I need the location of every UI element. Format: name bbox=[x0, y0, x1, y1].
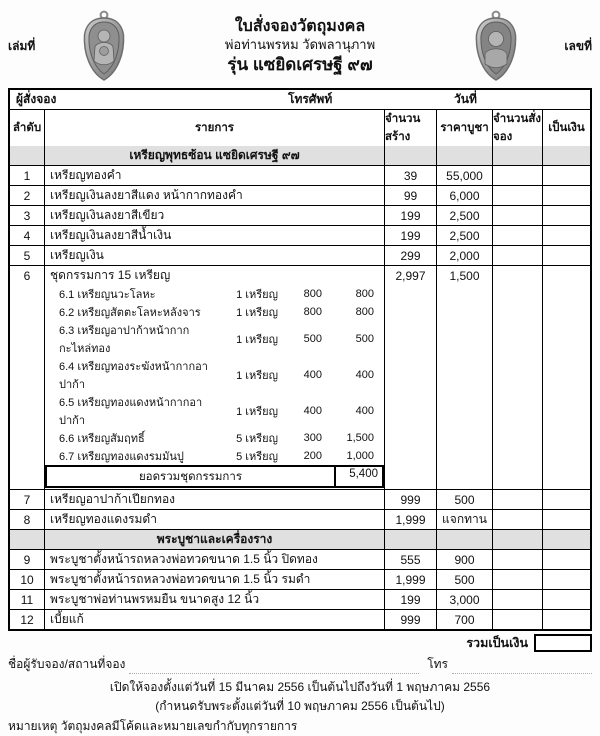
amount-field[interactable] bbox=[542, 589, 590, 609]
subitem-detail bbox=[44, 321, 384, 357]
subitem-unit-price: 400 bbox=[303, 405, 322, 417]
table-row-item-9 bbox=[10, 549, 590, 569]
amount-field[interactable] bbox=[542, 509, 590, 529]
item-index: 9 bbox=[10, 549, 44, 569]
amulet-medallion-right-image bbox=[470, 9, 522, 83]
item-name: พระบูชาตั้งหน้ารถหลวงพ่อทวดขนาด 1.5 นิ้ว รมดำ bbox=[44, 569, 384, 589]
subitem-unit-price: 200 bbox=[303, 450, 322, 462]
section-index-cell bbox=[10, 146, 44, 165]
col-header-item: รายการ bbox=[44, 109, 384, 146]
customer-name-field[interactable]: ผู้สั่งจอง bbox=[16, 92, 57, 106]
item-made-count: 2,997 bbox=[384, 265, 436, 285]
subitem-price-cell bbox=[436, 285, 492, 303]
order-qty-field[interactable] bbox=[492, 509, 542, 529]
subitem-made-cell bbox=[384, 429, 436, 447]
item-made-count: 99 bbox=[384, 185, 436, 205]
subitem-made-cell bbox=[384, 321, 436, 357]
receiver-row bbox=[8, 658, 592, 674]
amulet-medallion-left-image bbox=[78, 9, 130, 83]
grand-total-field[interactable] bbox=[534, 634, 592, 652]
item-index: 1 bbox=[10, 165, 44, 185]
item-name: เหรียญเงินลงยาสีเขียว bbox=[44, 205, 384, 225]
section-price-cell bbox=[436, 146, 492, 165]
amount-field[interactable] bbox=[542, 549, 590, 569]
item-made-count: 1,999 bbox=[384, 569, 436, 589]
item-made-count: 299 bbox=[384, 245, 436, 265]
subitem-index-cell bbox=[10, 321, 44, 357]
subitem-qty: 5 เหรียญ bbox=[236, 433, 278, 445]
item-name: เหรียญเงินลงยาสีน้ำเงิน bbox=[44, 225, 384, 245]
section-made-cell bbox=[384, 146, 436, 165]
subitem-detail bbox=[44, 357, 384, 393]
subitem-detail bbox=[44, 285, 384, 303]
table-row-item-1 bbox=[10, 165, 590, 185]
subitem-amount-cell bbox=[542, 429, 590, 447]
amount-field[interactable] bbox=[542, 609, 590, 629]
booking-period-note: เปิดให้จองตั้งแต่วันที่ 15 มีนาคม 2556 เป็นต้นไปถึงวันที่ 1 พฤษภาคม 2556 bbox=[109, 680, 491, 694]
amount-field[interactable] bbox=[542, 185, 590, 205]
grand-total-row bbox=[8, 633, 592, 653]
item-index: 12 bbox=[10, 609, 44, 629]
subitem-price-cell bbox=[436, 393, 492, 429]
amount-field[interactable] bbox=[542, 165, 590, 185]
form-subtitle: พ่อท่านพรหม วัดพลานุภาพ bbox=[224, 37, 376, 53]
item-price: 2,500 bbox=[436, 225, 492, 245]
subitem-made-cell bbox=[384, 303, 436, 321]
subtotal-order-qty-cell bbox=[492, 465, 542, 489]
table-row-subitem-9 bbox=[10, 321, 590, 357]
subitem-made-cell bbox=[384, 393, 436, 429]
item-made-count: 999 bbox=[384, 489, 436, 509]
subitem-amount-cell bbox=[542, 447, 590, 465]
order-table-body bbox=[10, 146, 590, 629]
section-title: เหรียญพุทธซ้อน แซยิดเศรษฐี ๙๗ bbox=[44, 146, 384, 165]
order-qty-field[interactable] bbox=[492, 569, 542, 589]
subtotal-index-cell bbox=[10, 465, 44, 489]
subitem-price-cell bbox=[436, 321, 492, 357]
amount-field[interactable] bbox=[542, 225, 590, 245]
subitem-unit-price: 300 bbox=[303, 432, 322, 444]
subitem-index-cell bbox=[10, 285, 44, 303]
order-qty-field[interactable] bbox=[492, 609, 542, 629]
subitem-order-qty-cell bbox=[492, 285, 542, 303]
item-price: 3,000 bbox=[436, 589, 492, 609]
item-made-count: 199 bbox=[384, 225, 436, 245]
section-order-qty-cell bbox=[492, 146, 542, 165]
order-qty-field[interactable] bbox=[492, 185, 542, 205]
subitem-order-qty-cell bbox=[492, 447, 542, 465]
committee-set-subtotal bbox=[44, 465, 384, 489]
form-title-block bbox=[130, 17, 470, 75]
subitem-name: 6.1 เหรียญนวะโลหะ bbox=[59, 289, 156, 301]
item-price: 700 bbox=[436, 609, 492, 629]
form-edition-title: รุ่น แซยิดเศรษฐี ๙๗ bbox=[227, 54, 373, 74]
order-qty-field[interactable] bbox=[492, 205, 542, 225]
section-amount-cell bbox=[542, 529, 590, 549]
subitem-amount: 800 bbox=[355, 288, 374, 300]
item-index: 11 bbox=[10, 589, 44, 609]
subitem-index-cell bbox=[10, 429, 44, 447]
table-row-section-0 bbox=[10, 146, 590, 165]
item-price: 6,000 bbox=[436, 185, 492, 205]
table-row-subitem-7 bbox=[10, 285, 590, 303]
table-row-item-5 bbox=[10, 245, 590, 265]
book-number-label[interactable]: เล่มที่ bbox=[8, 38, 36, 53]
subitem-amount-cell bbox=[542, 393, 590, 429]
subitem-name: 6.2 เหรียญสัตตะโลหะหลังจาร bbox=[59, 307, 201, 319]
subitem-detail bbox=[44, 447, 384, 465]
amount-field[interactable] bbox=[542, 205, 590, 225]
subitem-detail bbox=[44, 429, 384, 447]
table-header-row bbox=[10, 109, 590, 146]
subitem-made-cell bbox=[384, 447, 436, 465]
subtotal-label: ยอดรวมชุดกรรมการ bbox=[138, 471, 243, 483]
order-info-row bbox=[10, 90, 590, 109]
table-row-subitem-13 bbox=[10, 447, 590, 465]
subitem-order-qty-cell bbox=[492, 357, 542, 393]
pickup-note: (กำหนดรับพระตั้งแต่วันที่ 10 พฤษภาคม 2556 เป็นต้นไป) bbox=[155, 698, 445, 713]
table-row-subitem-8 bbox=[10, 303, 590, 321]
table-row-subitem-11 bbox=[10, 393, 590, 429]
table-row-item-6 bbox=[10, 265, 590, 285]
table-row-section-17 bbox=[10, 529, 590, 549]
item-name: เหรียญเงิน bbox=[44, 245, 384, 265]
table-row-item-2 bbox=[10, 185, 590, 205]
item-name: ชุดกรรมการ 15 เหรียญ bbox=[44, 265, 384, 285]
item-made-count: 199 bbox=[384, 589, 436, 609]
item-price: 55,000 bbox=[436, 165, 492, 185]
table-row-item-8 bbox=[10, 509, 590, 529]
subitem-index-cell bbox=[10, 357, 44, 393]
subitem-order-qty-cell bbox=[492, 303, 542, 321]
item-name: เหรียญทองแดงรมดำ bbox=[44, 509, 384, 529]
item-name: เบี้ยแก้ bbox=[44, 609, 384, 629]
date-field[interactable]: วันที่ bbox=[454, 92, 477, 106]
subitem-amount: 1,500 bbox=[346, 432, 374, 444]
subitem-made-cell bbox=[384, 357, 436, 393]
subitem-index-cell bbox=[10, 303, 44, 321]
item-price: แจกทาน bbox=[436, 509, 492, 529]
subitem-unit-price: 800 bbox=[303, 288, 322, 300]
section-title: พระบูชาและเครื่องราง bbox=[44, 529, 384, 549]
item-index: 2 bbox=[10, 185, 44, 205]
order-qty-field[interactable] bbox=[492, 165, 542, 185]
subtotal-amount: 5,400 bbox=[334, 467, 382, 486]
order-qty-field[interactable] bbox=[492, 245, 542, 265]
subitem-price-cell bbox=[436, 357, 492, 393]
order-table bbox=[8, 88, 592, 631]
subitem-qty: 1 เหรียญ bbox=[236, 370, 278, 382]
table-row-subitem-10 bbox=[10, 357, 590, 393]
item-index: 5 bbox=[10, 245, 44, 265]
table-row-item-12 bbox=[10, 609, 590, 629]
item-price: 2,000 bbox=[436, 245, 492, 265]
table-row-subitem-12 bbox=[10, 429, 590, 447]
subtotal-box bbox=[45, 465, 384, 488]
table-row-item-11 bbox=[10, 589, 590, 609]
subitem-order-qty-cell bbox=[492, 393, 542, 429]
section-index-cell bbox=[10, 529, 44, 549]
subitem-order-qty-cell bbox=[492, 321, 542, 357]
table-row-item-7 bbox=[10, 489, 590, 509]
item-index: 3 bbox=[10, 205, 44, 225]
subitem-amount-cell bbox=[542, 303, 590, 321]
subitem-amount-cell bbox=[542, 321, 590, 357]
subitem-price-cell bbox=[436, 303, 492, 321]
subitem-order-qty-cell bbox=[492, 429, 542, 447]
order-qty-field[interactable] bbox=[492, 489, 542, 509]
subitem-unit-price: 400 bbox=[303, 369, 322, 381]
order-qty-field[interactable] bbox=[492, 225, 542, 245]
subitem-amount: 1,000 bbox=[346, 450, 374, 462]
item-made-count: 199 bbox=[384, 205, 436, 225]
subitem-detail bbox=[44, 393, 384, 429]
item-price: 900 bbox=[436, 549, 492, 569]
subitem-index-cell bbox=[10, 393, 44, 429]
subitem-amount: 400 bbox=[355, 405, 374, 417]
item-price: 1,500 bbox=[436, 265, 492, 285]
col-header-order-qty: จำนวนสั่งจอง bbox=[492, 109, 542, 146]
item-name: เหรียญเงินลงยาสีแดง หน้ากากทองคำ bbox=[44, 185, 384, 205]
subitem-amount: 400 bbox=[355, 369, 374, 381]
col-header-amount: เป็นเงิน bbox=[542, 109, 590, 146]
subitem-unit-price: 500 bbox=[303, 333, 322, 345]
col-header-made: จำนวนสร้าง bbox=[384, 109, 436, 146]
table-row-item-4 bbox=[10, 225, 590, 245]
amount-field[interactable] bbox=[542, 245, 590, 265]
receiver-field[interactable] bbox=[129, 660, 419, 674]
subitem-price-cell bbox=[436, 447, 492, 465]
table-row-item-3 bbox=[10, 205, 590, 225]
grand-total-label: รวมเป็นเงิน bbox=[466, 636, 528, 650]
order-qty-field[interactable] bbox=[492, 265, 542, 285]
section-price-cell bbox=[436, 529, 492, 549]
subitem-amount-cell bbox=[542, 285, 590, 303]
item-made-count: 555 bbox=[384, 549, 436, 569]
subitem-detail bbox=[44, 303, 384, 321]
item-name: พระบูชาตั้งหน้ารถหลวงพ่อทวดขนาด 1.5 นิ้ว ปิดทอง bbox=[44, 549, 384, 569]
item-index: 6 bbox=[10, 265, 44, 285]
subitem-qty: 1 เหรียญ bbox=[236, 334, 278, 346]
subitem-qty: 1 เหรียญ bbox=[236, 406, 278, 418]
section-made-cell bbox=[384, 529, 436, 549]
section-order-qty-cell bbox=[492, 529, 542, 549]
tel-field[interactable] bbox=[452, 660, 592, 674]
item-price: 500 bbox=[436, 569, 492, 589]
sheet-number-label[interactable]: เลขที่ bbox=[564, 38, 592, 53]
amount-field[interactable] bbox=[542, 569, 590, 589]
table-row-item-10 bbox=[10, 569, 590, 589]
item-index: 8 bbox=[10, 509, 44, 529]
form-header bbox=[8, 4, 592, 88]
subitem-amount: 500 bbox=[355, 333, 374, 345]
subitem-qty: 1 เหรียญ bbox=[236, 307, 278, 319]
order-qty-field[interactable] bbox=[492, 549, 542, 569]
subitem-name: 6.5 เหรียญทองแดงหน้ากากอาปาก้า bbox=[59, 397, 203, 427]
item-made-count: 1,999 bbox=[384, 509, 436, 529]
remark-note: หมายเหตุ วัตถุมงคลมีโค้ดและหมายเลขกำกับทุกรายการ bbox=[8, 718, 298, 733]
item-index: 4 bbox=[10, 225, 44, 245]
item-name: เหรียญทองคำ bbox=[44, 165, 384, 185]
phone-field[interactable]: โทรศัพท์ bbox=[288, 92, 333, 106]
item-index: 10 bbox=[10, 569, 44, 589]
subtotal-amount-cell bbox=[542, 465, 590, 489]
subitem-unit-price: 800 bbox=[303, 306, 322, 318]
table-row-subtotal-14 bbox=[10, 465, 590, 489]
subitem-qty: 5 เหรียญ bbox=[236, 451, 278, 463]
receiver-label: ชื่อผู้รับจอง/สถานที่จอง bbox=[8, 657, 126, 671]
subitem-made-cell bbox=[384, 285, 436, 303]
item-price: 500 bbox=[436, 489, 492, 509]
item-made-count: 999 bbox=[384, 609, 436, 629]
col-header-price: ราคาบูชา bbox=[436, 109, 492, 146]
subitem-index-cell bbox=[10, 447, 44, 465]
item-name: พระบูชาพ่อท่านพรหมยืน ขนาดสูง 12 นิ้ว bbox=[44, 589, 384, 609]
subitem-name: 6.6 เหรียญสัมฤทธิ์ bbox=[59, 433, 145, 445]
subitem-amount-cell bbox=[542, 357, 590, 393]
item-made-count: 39 bbox=[384, 165, 436, 185]
order-qty-field[interactable] bbox=[492, 589, 542, 609]
amount-field[interactable] bbox=[542, 489, 590, 509]
section-amount-cell bbox=[542, 146, 590, 165]
subitem-price-cell bbox=[436, 429, 492, 447]
col-header-index: ลำดับ bbox=[10, 109, 44, 146]
subtotal-made-cell bbox=[384, 465, 436, 489]
item-index: 7 bbox=[10, 489, 44, 509]
subitem-name: 6.7 เหรียญทองแดงรมมันปู bbox=[59, 451, 184, 463]
subitem-qty: 1 เหรียญ bbox=[236, 289, 278, 301]
tel-label: โทร bbox=[427, 657, 448, 671]
form-title: ใบสั่งจองวัตถุมงคล bbox=[234, 18, 366, 36]
subitem-amount: 800 bbox=[355, 306, 374, 318]
subtotal-price-cell bbox=[436, 465, 492, 489]
subitem-name: 6.4 เหรียญทองระฆังหน้ากากอาปาก้า bbox=[59, 361, 208, 391]
item-price: 2,500 bbox=[436, 205, 492, 225]
item-name: เหรียญอาปาก้าเปียกทอง bbox=[44, 489, 384, 509]
amount-field[interactable] bbox=[542, 265, 590, 285]
subitem-name: 6.3 เหรียญอาปาก้าหน้ากากกะไหล่ทอง bbox=[59, 325, 190, 355]
